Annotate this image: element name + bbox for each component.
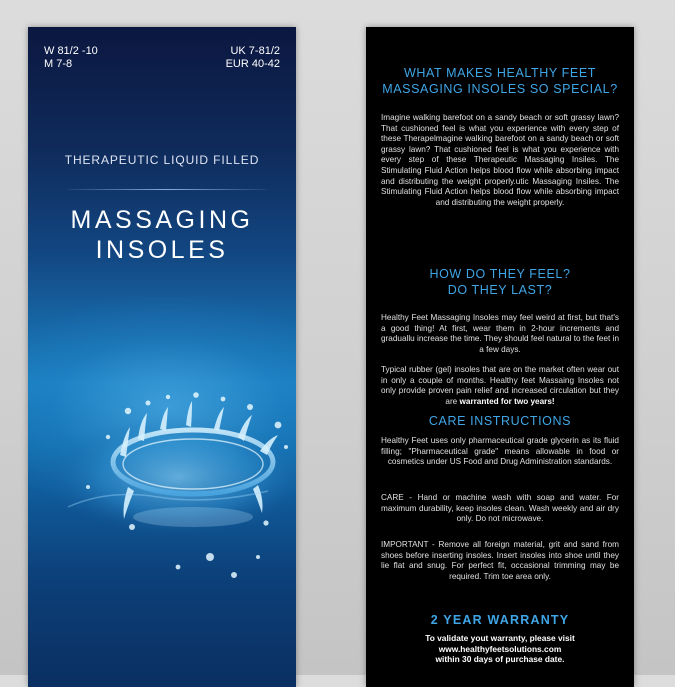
product-subtitle: THERAPEUTIC LIQUID FILLED [64, 153, 260, 167]
paragraph-last-bold: warranted for two years! [459, 396, 555, 406]
back-panel [366, 27, 634, 687]
warranty-title: 2 YEAR WARRANTY [430, 613, 570, 627]
heading-feel-line-2: DO THEY LAST? [447, 283, 553, 297]
paragraph-glycerin: Healthy Feet uses only pharmaceutical grade glycerin as its fluid filling; "Pharmaceutical grade" means allowable in food or cosmetics under US Food and Drug Administration standards. [381, 436, 619, 467]
title-line-2: INSOLES [95, 236, 229, 264]
warranty-text [366, 633, 634, 665]
warranty-line-3: within 30 days of purchase date. [435, 654, 565, 664]
paragraph-care: CARE - Hand or machine wash with soap and water. For maximum durability, keep insoles clean. Wash weekly and air dry only. Do not microwave. [381, 493, 619, 524]
heading-feel-line-1: HOW DO THEY FEEL? [429, 267, 571, 281]
product-title [28, 205, 296, 265]
size-women: W 81/2 -10 [44, 45, 98, 57]
size-men: M 7-8 [44, 58, 73, 70]
size-eur: EUR 40-42 [225, 58, 280, 70]
heading-special [376, 65, 624, 97]
water-splash-image [28, 367, 296, 607]
size-uk: UK 7-81/2 [230, 45, 280, 57]
divider-line [68, 189, 266, 190]
heading-feel [376, 266, 624, 298]
paragraph-important: IMPORTANT - Remove all foreign material, grit and sand from shoes before inserting insoles. Insert insoles into shoe until they lie flat and snug. For perfect fit, occasional trimming may be required. Trim toe area only. [381, 540, 619, 581]
front-panel [28, 27, 296, 687]
paragraph-special: Imagine walking barefoot on a sandy beach or soft grassy lawn? That cushioned feel is what you experience with every step of these Therapelmagine walking barefoot on a sandy beach or soft grassy lawn? That cushioned feel is what you experience with every step of these Therapeutic Massaging Insiles. The Stimulating Fluid Action helps blood flow while absorbing impact and distributing the weight properly.utic Massaging Insiles. The Stimulating Fluid Action helps blood flow while absorbing impact and distributing the weight properly. [381, 113, 619, 207]
heading-care: CARE INSTRUCTIONS [428, 414, 572, 428]
warranty-line-1: To validate yout warranty, please visit [425, 633, 575, 643]
paragraph-feel: Healthy Feet Massaging Insoles may feel weird at first, but that's a good thing! At first, wear them in 2-hour increments and graduallu increase the time. They should feel natural to the feet in a few days. [381, 313, 619, 354]
heading-special-line-2: MASSAGING INSOLES SO SPECIAL? [382, 82, 618, 96]
title-line-1: MASSAGING [70, 206, 254, 234]
paragraph-last-text: Typical rubber (gel) insoles that are on the market often wear out in only a couple of months. Healthy feet Massaing Insoles not only provide proven pain relief and increased circulation but they are [381, 365, 619, 406]
warranty-url[interactable]: www.healthyfeetsolutions.com [438, 643, 562, 654]
paragraph-last [381, 365, 619, 407]
heading-special-line-1: WHAT MAKES HEALTHY FEET [403, 66, 597, 80]
